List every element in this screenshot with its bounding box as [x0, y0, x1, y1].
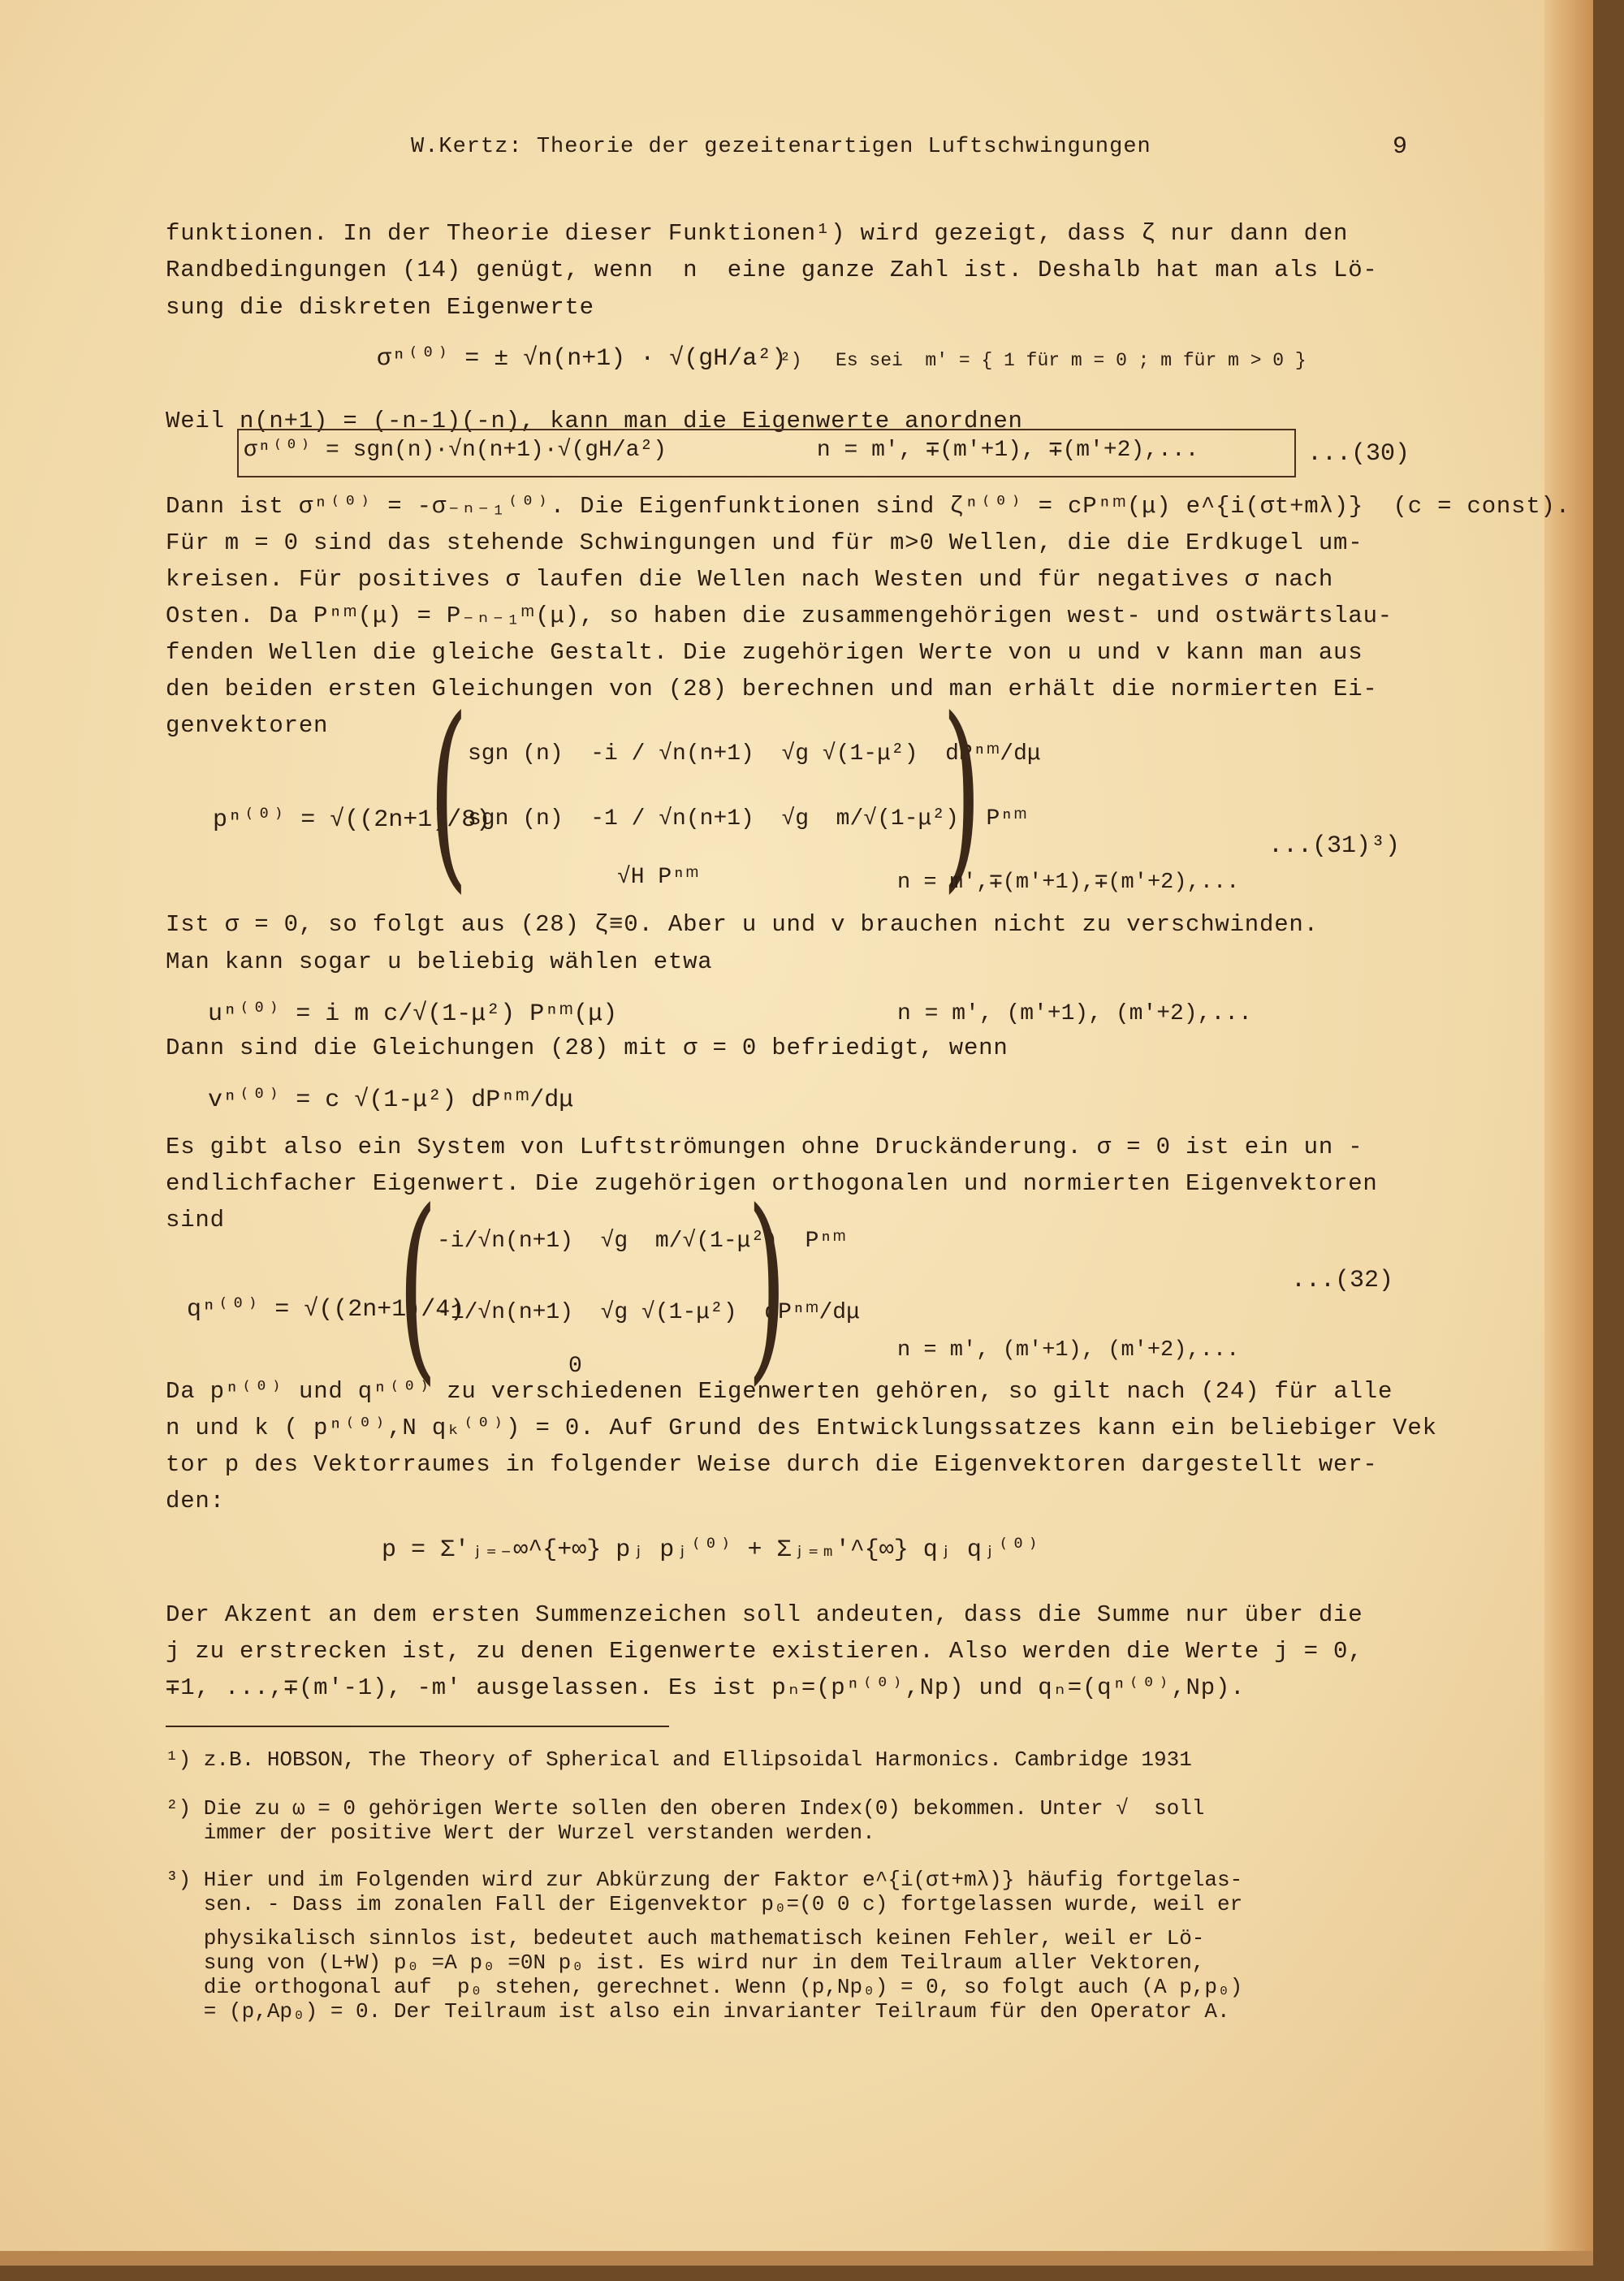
equation-v: vⁿ⁽⁰⁾ = c √(1-μ²) dPⁿᵐ/dμ — [208, 1086, 574, 1114]
equation-32-lhs: qⁿ⁽⁰⁾ = √((2n+1)/4) — [187, 1296, 465, 1324]
body-line: kreisen. Für positives σ laufen die Wellen nach Westen und für negatives σ nach — [166, 566, 1334, 593]
equation-u-range: n = m', (m'+1), (m'+2),... — [897, 1001, 1252, 1026]
equation-31-range: n = m',∓(m'+1),∓(m'+2),... — [897, 870, 1240, 895]
page-number: 9 — [1393, 133, 1408, 161]
body-line: Dann sind die Gleichungen (28) mit σ = 0 befriedigt, wenn — [166, 1035, 1009, 1061]
footnote: sung von (L+W) p₀ =A p₀ =0N p₀ ist. Es wird nur in dem Teilraum aller Vektoren, — [166, 1951, 1205, 1975]
equation-30: σⁿ⁽⁰⁾ = sgn(n)·√n(n+1)·√(gH/a²) n = m', ∓(m'+1), ∓(m'+2),... — [244, 438, 1199, 463]
body-line: den: — [166, 1488, 225, 1514]
body-line: Für m = 0 sind das stehende Schwingungen und für m>0 Wellen, die die Erdkugel um- — [166, 529, 1363, 556]
equation-32-label: ...(32) — [1291, 1267, 1394, 1294]
equation-30-label: ...(30) — [1307, 440, 1410, 468]
body-line: tor p des Vektorraumes in folgender Weise durch die Eigenvektoren dargestellt wer- — [166, 1451, 1378, 1478]
body-line: funktionen. In der Theorie dieser Funktionen¹) wird gezeigt, dass ζ nur dann den — [166, 220, 1349, 247]
body-line: Da pⁿ⁽⁰⁾ und qⁿ⁽⁰⁾ zu verschiedenen Eigenwerten gehören, so gilt nach (24) für alle — [166, 1378, 1393, 1405]
equation-32-row: -i/√n(n+1) √g m/√(1-μ²) Pⁿᵐ — [437, 1229, 847, 1254]
equation-32-row: 0 — [568, 1354, 582, 1379]
footnote: immer der positive Wert der Wurzel verstanden werden. — [166, 1821, 875, 1845]
left-parenthesis: ( — [398, 1167, 438, 1403]
expansion-equation: p = Σ'ⱼ₌₋∞^{+∞} pⱼ pⱼ⁽⁰⁾ + Σⱼ₌ₘ'^{∞} qⱼ qⱼ⁽⁰⁾ — [382, 1536, 1041, 1564]
body-line: sung die diskreten Eigenwerte — [166, 294, 594, 321]
page-edge — [1544, 0, 1593, 2266]
right-parenthesis: ) — [942, 675, 982, 911]
footnote-rule — [166, 1726, 669, 1727]
body-line: Es gibt also ein System von Luftströmungen ohne Druckänderung. σ = 0 ist ein un - — [166, 1134, 1363, 1160]
equation-32-row: -1/√n(n+1) √g √(1-μ²) dPⁿᵐ/dμ — [437, 1300, 860, 1325]
footnote: die orthogonal auf p₀ stehen, gerechnet. Wenn (p,Np₀) = 0, so folgt auch (A p,p₀) — [166, 1975, 1243, 1999]
running-header: W.Kertz: Theorie der gezeitenartigen Luftschwingungen — [411, 135, 1151, 159]
footnote: ¹) z.B. HOBSON, The Theory of Spherical and Ellipsoidal Harmonics. Cambridge 1931 — [166, 1747, 1192, 1772]
footnote: sen. - Dass im zonalen Fall der Eigenvektor p₀=(0 0 c) fortgelassen wurde, weil er — [166, 1892, 1243, 1916]
equation-31-label: ...(31)³) — [1268, 832, 1401, 860]
body-line: Man kann sogar u beliebig wählen etwa — [166, 948, 713, 975]
equation-31-row: sgn (n) -1 / √n(n+1) √g m/√(1-μ²) Pⁿᵐ — [468, 806, 1027, 832]
body-line: n und k ( pⁿ⁽⁰⁾,N qₖ⁽⁰⁾) = 0. Auf Grund des Entwicklungssatzes kann ein beliebiger Vek — [166, 1415, 1437, 1441]
equation-32-range: n = m', (m'+1), (m'+2),... — [897, 1338, 1240, 1363]
body-line: Osten. Da Pⁿᵐ(μ) = P₋ₙ₋₁ᵐ(μ), so haben die zusammengehörigen west- und ostwärtslau- — [166, 603, 1393, 629]
right-parenthesis: ) — [747, 1167, 787, 1403]
equation-31-row: sgn (n) -i / √n(n+1) √g √(1-μ²) dPⁿᵐ/dμ — [468, 741, 1041, 767]
body-line: den beiden ersten Gleichungen von (28) berechnen und man erhält die normierten Ei- — [166, 676, 1378, 702]
body-line: Der Akzent an dem ersten Summenzeichen soll andeuten, dass die Summe nur über die — [166, 1601, 1363, 1628]
left-parenthesis: ( — [429, 675, 469, 911]
body-line: Dann ist σⁿ⁽⁰⁾ = -σ₋ₙ₋₁⁽⁰⁾. Die Eigenfunktionen sind ζⁿ⁽⁰⁾ = cPⁿᵐ(μ) e^{i(σt+mλ)} (c = const). — [166, 493, 1570, 520]
body-line: Ist σ = 0, so folgt aus (28) ζ≡0. Aber u und v brauchen nicht zu verschwinden. — [166, 911, 1319, 938]
footnote: ²) Die zu ω = 0 gehörigen Werte sollen den oberen Index(0) bekommen. Unter √ soll — [166, 1796, 1205, 1821]
page-bottom-edge — [0, 2251, 1593, 2266]
footnote: = (p,Ap₀) = 0. Der Teilraum ist also ein invarianter Teilraum für den Operator A. — [166, 1999, 1230, 2024]
body-line: ∓1, ...,∓(m'-1), -m' ausgelassen. Es ist pₙ=(pⁿ⁽⁰⁾,Np) und qₙ=(qⁿ⁽⁰⁾,Np). — [166, 1674, 1246, 1701]
body-line: genvektoren — [166, 712, 329, 739]
body-line: j zu erstrecken ist, zu denen Eigenwerte existieren. Also werden die Werte j = 0, — [166, 1638, 1363, 1665]
eigenvalue-equation: σⁿ⁽⁰⁾ = ± √n(n+1) · √(gH/a²) — [377, 345, 787, 373]
body-line: Randbedingungen (14) genügt, wenn n eine ganze Zahl ist. Deshalb hat man als Lö- — [166, 257, 1378, 283]
footnote: physikalisch sinnlos ist, bedeutet auch mathematisch keinen Fehler, weil er Lö- — [166, 1926, 1205, 1951]
equation-31-lhs: pⁿ⁽⁰⁾ = √((2n+1)/8) — [213, 806, 491, 834]
body-line: fenden Wellen die gleiche Gestalt. Die zugehörigen Werte von u und v kann man aus — [166, 639, 1363, 666]
equation-u: uⁿ⁽⁰⁾ = i m c/√(1-μ²) Pⁿᵐ(μ) — [208, 1000, 618, 1028]
body-line: endlichfacher Eigenwert. Die zugehörigen orthogonalen und normierten Eigenvektoren — [166, 1170, 1378, 1197]
body-line: Weil n(n+1) = (-n-1)(-n), kann man die Eigenwerte anordnen — [166, 408, 1023, 434]
footnote2-definition: ²) Es sei m' = { 1 für m = 0 ; m für m > 0 } — [780, 350, 1307, 371]
body-line: sind — [166, 1207, 225, 1233]
footnote: ³) Hier und im Folgenden wird zur Abkürzung der Faktor e^{i(σt+mλ)} häufig fortgelas- — [166, 1868, 1243, 1892]
equation-31-row: √H Pⁿᵐ — [617, 865, 699, 890]
